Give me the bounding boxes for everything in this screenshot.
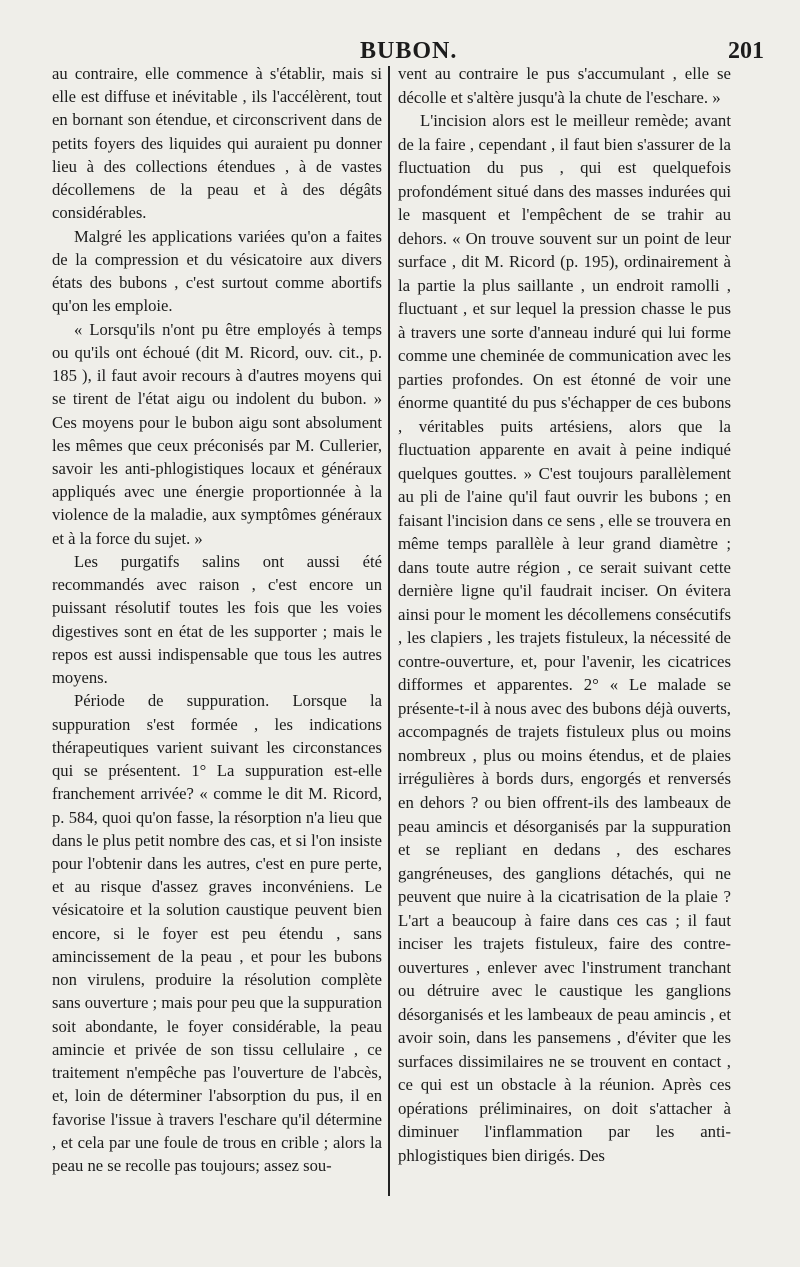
paragraph: Les purgatifs salins ont aussi été recommandés avec raison , c'est encore un puissant résolutif toutes les fois que les voies digestives sont en état de les supporter ; mais le repos est aussi indispensable que tous les autres moyens. bbox=[52, 551, 382, 688]
running-title: BUBON. bbox=[360, 38, 458, 64]
left-column bbox=[52, 62, 382, 1177]
paragraph: L'incision alors est le meilleur remède; avant de la faire , cependant , il faut bien s'assurer de la fluctuation du pus , qui est quelquefois profondément situé dans des masses indurées qui le masquent et l'empêchent de se trahir au dehors. « On trouve souvent sur un point de leur surface , dit M. Ricord (p. 195), ordinairement à la partie la plus saillante , un endroit ramolli , fluctuant , et sur lequel la pression chasse le pus à travers une sorte d'anneau induré qui lui forme comme une cheminée de communication avec les parties profondes. On est étonné de voir une énorme quantité du pus s'échapper de ces bubons , véritables puits artésiens, alors que la fluctuation apparente en avait à peine indiqué quelques gouttes. » C'est toujours parallèlement au pli de l'aine qu'il faut ouvrir les bubons ; en faisant l'incision dans ce sens , elle se trouvera en même temps parallèle à leur grand diamètre ; dans toute autre région , ce serait suivant cette dernière ligne qu'il faudrait inciser. On évitera ainsi pour le moment les décollemens consécutifs , les clapiers , les trajets fistuleux, la nécessité de contre-ouverture, et, pour l'avenir, les cicatrices difformes et apparentes. 2° « Le malade se présente-t-il à nous avec des bubons déjà ouverts, accompagnés de trajets fistuleux plus ou moins nombreux , plus ou moins étendus, et de plaies irrégulières à bords durs, engorgés et renversés en dehors ? ou bien offrent-ils des lambeaux de peau amincis et désorganisés par la suppuration et se repliant en dedans , des eschares gangréneuses, des ganglions détachés, qui ne peuvent que nuire à la cicatrisation de la plaie ? L'art a beaucoup à faire dans ces cas ; il faut inciser les trajets fistuleux, faire des contre-ouvertures , enlever avec l'instrument tranchant ou détruire avec le caustique les ganglions désorganisés et les lambeaux de peau amincis , et avoir soin, dans les pansemens , d'éviter que les surfaces dissimilaires ne se trouvent en contact , ce qui est un obstacle à la réunion. Après ces opérations préliminaires, on doit s'attacher à diminuer l'inflammation par les anti-phlogistiques bien dirigés. Des bbox=[398, 111, 731, 1165]
page-number: 201 bbox=[728, 38, 764, 64]
right-column bbox=[398, 62, 731, 1167]
paragraph: vent au contraire le pus s'accumulant , elle se décolle et s'altère jusqu'à la chute de l'eschare. » bbox=[398, 64, 731, 107]
paragraph: au contraire, elle commence à s'établir, mais si elle est diffuse et inévitable , ils l'accélèrent, tout en bornant son étendue, et circonscrivent dans de petits foyers des liquides qui auraient pu donner lieu à des collections étendues , à de vastes décollemens de la peau et à des dégâts considérables. bbox=[52, 64, 382, 223]
paragraph: Période de suppuration. Lorsque la suppuration s'est formée , les indications thérapeutiques varient suivant les circonstances qui se présentent. 1° La suppuration est-elle franchement arrivée? « comme le dit M. Ricord, p. 584, quoi qu'on fasse, la résorption n'a lieu que dans le plus petit nombre des cas, et si l'on insiste pour l'obtenir dans les autres, c'est en pure perte, et au risque d'assez graves inconvéniens. Le vésicatoire et la solution caustique peuvent bien encore, si le foyer est peu étendu , sans amincissement de la peau , et pour les bubons non virulens, produire la résolution complète sans ouverture ; mais pour peu que la suppuration soit abondante, le foyer considérable, la peau amincie et privée de son tissu cellulaire , ce traitement n'empêche pas l'ouverture de l'abcès, et, loin de déterminer l'absorption du pus, il en favorise l'issue à travers l'eschare qu'il détermine , et cela par une foule de trous en crible ; alors la peau ne se recolle pas toujours; assez sou- bbox=[52, 691, 382, 1176]
paragraph: Malgré les applications variées qu'on a faites de la compression et du vésicatoire aux divers états des bubons , c'est surtout comme abortifs qu'on les emploie. bbox=[52, 226, 382, 316]
paragraph: « Lorsqu'ils n'ont pu être employés à temps ou qu'ils ont échoué (dit M. Ricord, ouv. cit., p. 185 ), il faut avoir recours à d'autres moyens qui se tirent de l'état aigu ou indolent du bubon. » Ces moyens pour le bubon aigu sont absolument les mêmes que ceux préconisés par M. Cullerier, savoir les anti-phlogistiques locaux et généraux appliqués avec une énergie proportionnée à la violence de la maladie, aux symptômes généraux et à la force du sujet. » bbox=[52, 319, 382, 548]
column-rule bbox=[388, 66, 390, 1196]
